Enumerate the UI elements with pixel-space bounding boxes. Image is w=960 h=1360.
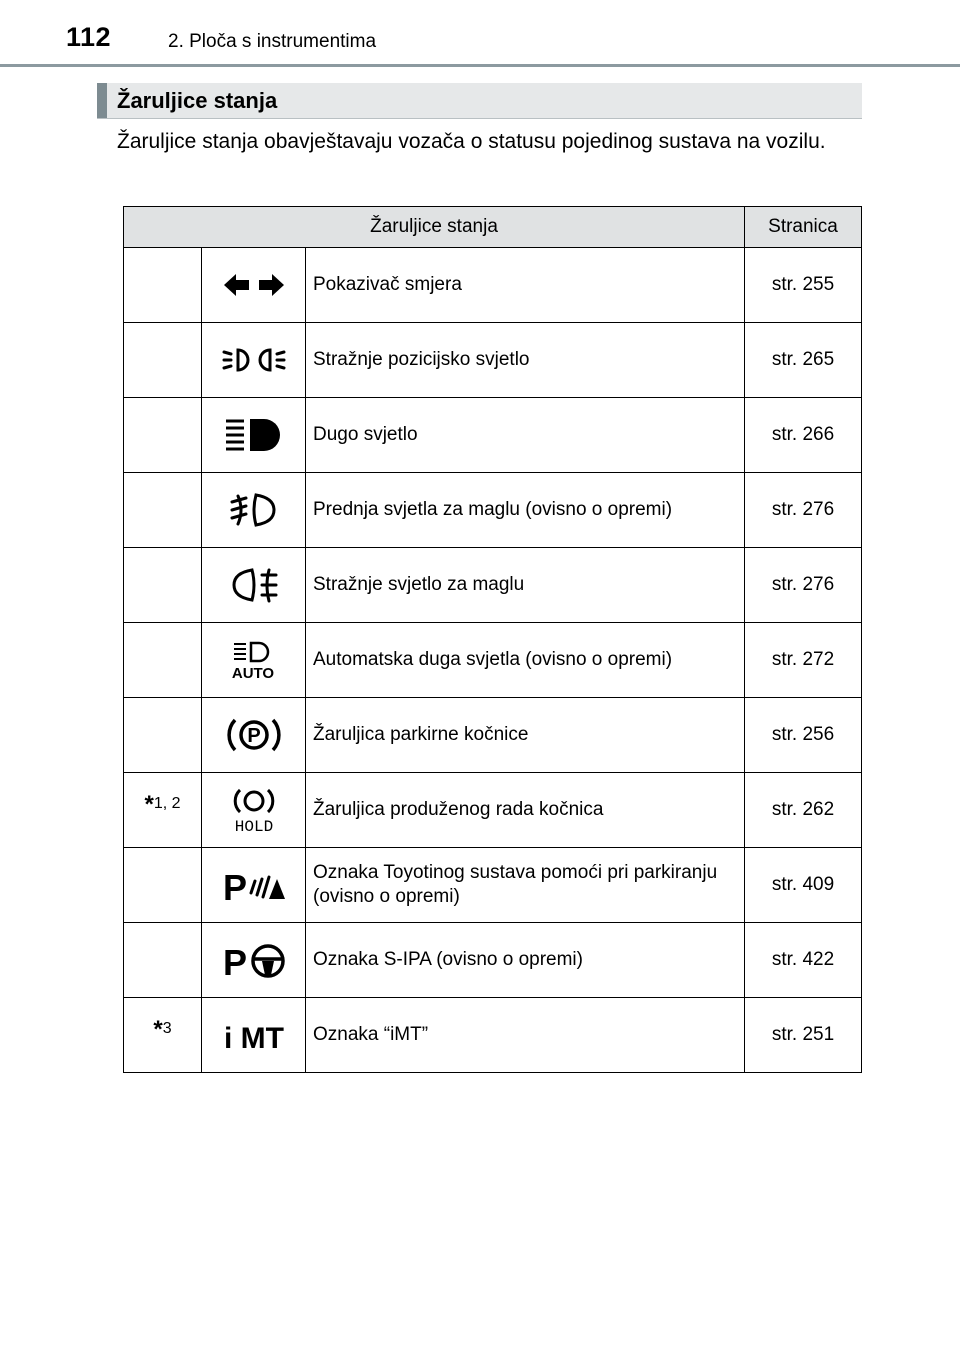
- footnote-marker: *3: [153, 1016, 172, 1043]
- note-cell: [124, 398, 202, 473]
- page-reference: str. 262: [745, 773, 862, 848]
- section-accent: [97, 83, 107, 118]
- table-row: [124, 848, 862, 923]
- s-ipa-icon: [202, 923, 306, 998]
- note-cell: [124, 773, 202, 848]
- section-title: Žaruljice stanja: [117, 88, 278, 113]
- table-row: [124, 623, 862, 698]
- page-reference: str. 276: [745, 548, 862, 623]
- note-cell: [124, 323, 202, 398]
- brake-hold-icon: [202, 773, 306, 848]
- note-cell: [124, 548, 202, 623]
- indicator-name: Dugo svjetlo: [306, 398, 745, 473]
- note-cell: [124, 248, 202, 323]
- page-reference: str. 266: [745, 398, 862, 473]
- column-header-page: Stranica: [745, 207, 862, 248]
- indicator-name: Automatska duga svjetla (ovisno o opremi): [306, 623, 745, 698]
- page-reference: str. 256: [745, 698, 862, 773]
- note-cell: [124, 848, 202, 923]
- chapter-title: 2. Ploča s instrumentima: [168, 31, 377, 52]
- page-reference: str. 409: [745, 848, 862, 923]
- table-row: [124, 473, 862, 548]
- table-row: [124, 998, 862, 1073]
- page-reference: str. 422: [745, 923, 862, 998]
- table-row: [124, 923, 862, 998]
- turn-signal-arrows-icon: [202, 248, 306, 323]
- page-reference: str. 265: [745, 323, 862, 398]
- parking-brake-icon: [202, 698, 306, 773]
- page-reference: str. 276: [745, 473, 862, 548]
- indicator-name: Stražnje svjetlo za maglu: [306, 548, 745, 623]
- column-header-indicators: Žaruljice stanja: [124, 207, 745, 248]
- table-row: [124, 248, 862, 323]
- indicator-name: Prednja svjetla za maglu (ovisno o opremi): [306, 473, 745, 548]
- note-cell: [124, 998, 202, 1073]
- parking-assist-icon: [202, 848, 306, 923]
- auto-label: AUTO: [231, 665, 274, 679]
- indicator-name: Oznaka S-IPA (ovisno o opremi): [306, 923, 745, 998]
- table-row: [124, 323, 862, 398]
- rear-fog-light-icon: [202, 548, 306, 623]
- indicator-name: Stražnje pozicijsko svjetlo: [306, 323, 745, 398]
- page-reference: str. 251: [745, 998, 862, 1073]
- imt-icon: [202, 998, 306, 1073]
- page-reference: str. 272: [745, 623, 862, 698]
- parking-assist-letter: P: [222, 867, 247, 903]
- table-row: [124, 398, 862, 473]
- table-header-row: [124, 207, 862, 248]
- indicator-name: Oznaka Toyotinog sustava pomoći pri parkiranju (ovisno o opremi): [306, 848, 745, 923]
- footnote-numbers: 1, 2: [153, 795, 181, 812]
- indicator-name: Oznaka “iMT”: [306, 998, 745, 1073]
- front-fog-light-icon: [202, 473, 306, 548]
- footnote-marker: *1, 2: [144, 791, 181, 818]
- note-cell: [124, 623, 202, 698]
- indicator-name: Žaruljica produženog rada kočnica: [306, 773, 745, 848]
- auto-high-beam-icon: [202, 623, 306, 698]
- high-beam-icon: [202, 398, 306, 473]
- table-row: [124, 548, 862, 623]
- note-cell: [124, 473, 202, 548]
- note-cell: [124, 923, 202, 998]
- header-divider: [0, 64, 960, 67]
- indicator-name: Žaruljica parkirne kočnice: [306, 698, 745, 773]
- tail-light-icon: [202, 323, 306, 398]
- page-number: 112: [66, 22, 112, 52]
- table-row: [124, 698, 862, 773]
- parking-brake-letter: P: [246, 725, 261, 747]
- page-reference: str. 255: [745, 248, 862, 323]
- imt-label: i MT: [223, 1022, 284, 1052]
- hold-label: HOLD: [234, 818, 273, 833]
- table-row: [124, 773, 862, 848]
- note-cell: [124, 698, 202, 773]
- footnote-numbers: 3: [162, 1020, 172, 1037]
- indicator-table: [123, 206, 862, 1073]
- indicator-name: Pokazivač smjera: [306, 248, 745, 323]
- s-ipa-letter: P: [222, 942, 247, 979]
- intro-paragraph: Žaruljice stanja obavještavaju vozača o statusu pojedinog sustava na vozilu.: [117, 130, 826, 153]
